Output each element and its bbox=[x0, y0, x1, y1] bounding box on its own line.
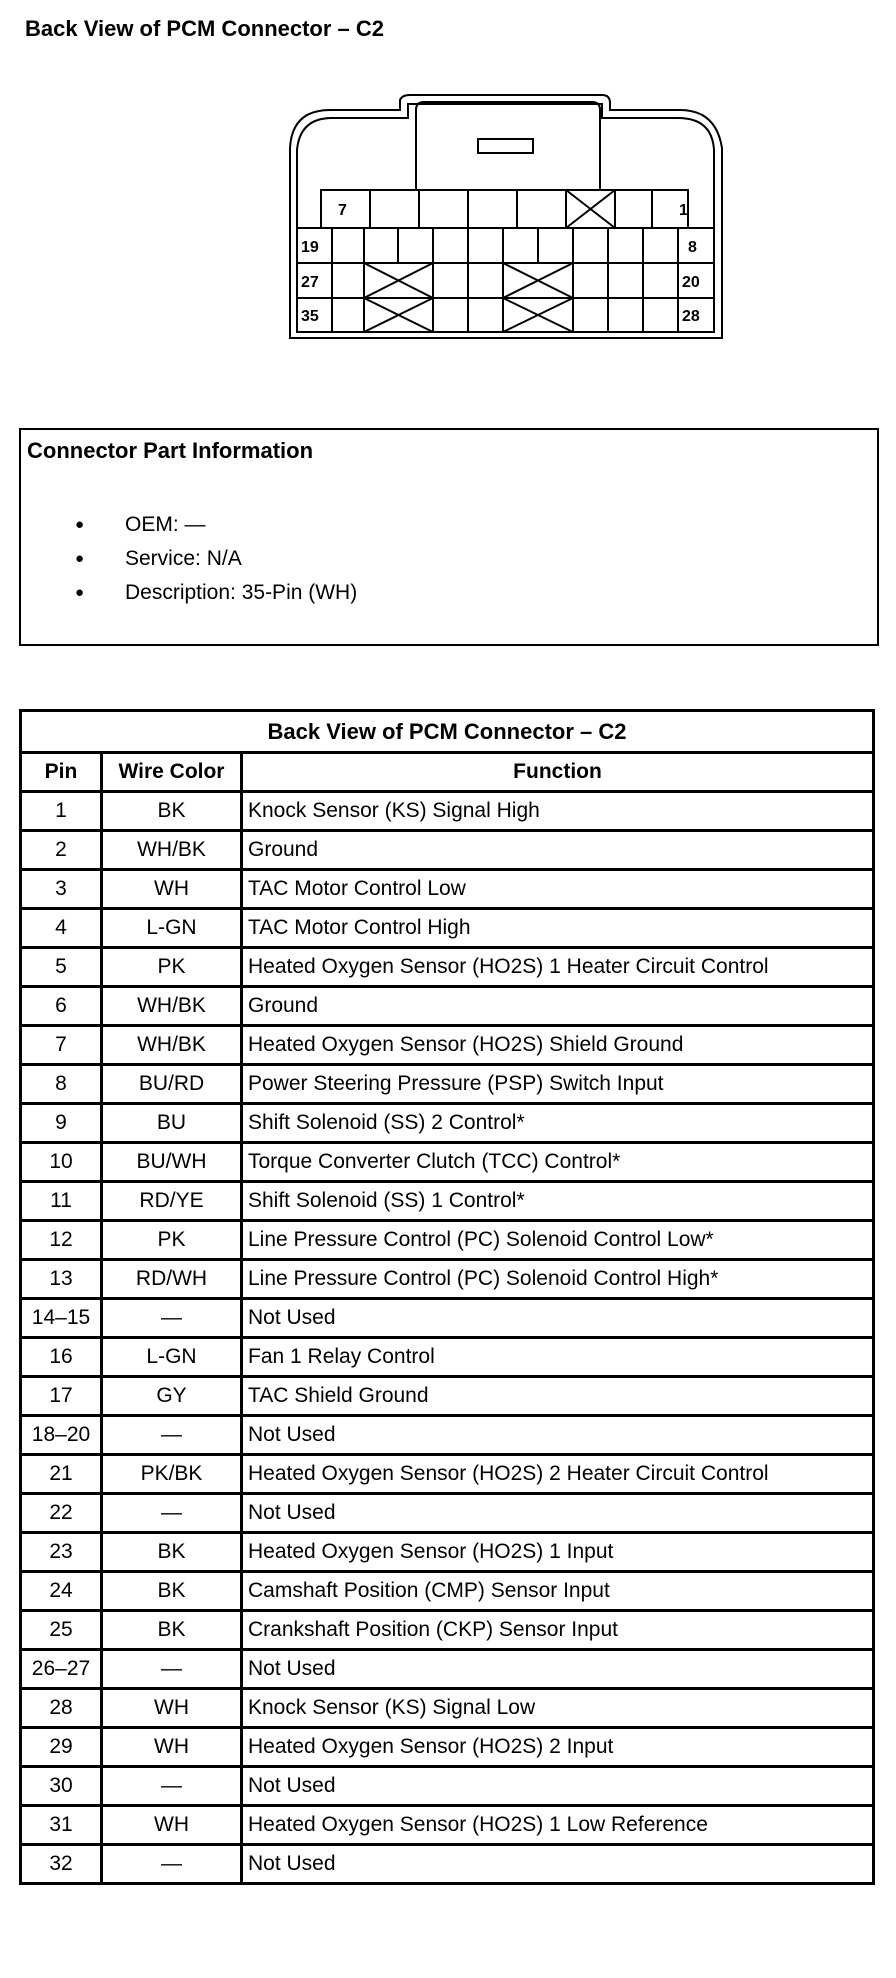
pin-cell: 30 bbox=[21, 1767, 102, 1806]
part-info-heading: Connector Part Information bbox=[27, 438, 314, 463]
function-cell: Ground bbox=[242, 987, 874, 1026]
table-row bbox=[21, 1611, 874, 1650]
pin-table bbox=[19, 709, 875, 1885]
wire-color-cell: WH/BK bbox=[102, 831, 242, 870]
wire-color-cell: RD/WH bbox=[102, 1260, 242, 1299]
connector-part-info-box bbox=[19, 428, 879, 646]
table-row bbox=[21, 1650, 874, 1689]
wire-color-cell: WH/BK bbox=[102, 1026, 242, 1065]
pin-cell: 16 bbox=[21, 1338, 102, 1377]
function-cell: TAC Shield Ground bbox=[242, 1377, 874, 1416]
table-row bbox=[21, 870, 874, 909]
function-cell: Power Steering Pressure (PSP) Switch Input bbox=[242, 1065, 874, 1104]
part-info-oem: ● OEM: — bbox=[21, 508, 357, 542]
latch-slot bbox=[478, 139, 533, 153]
part-info-service: ● Service: N/A bbox=[21, 542, 357, 576]
table-row bbox=[21, 1026, 874, 1065]
function-cell: Heated Oxygen Sensor (HO2S) 1 Input bbox=[242, 1533, 874, 1572]
wire-color-cell: WH bbox=[102, 1728, 242, 1767]
pin-cell: 31 bbox=[21, 1806, 102, 1845]
pin-table-body bbox=[21, 792, 874, 1884]
pin-cell: 9 bbox=[21, 1104, 102, 1143]
pin-cell: 17 bbox=[21, 1377, 102, 1416]
wire-color-cell: PK bbox=[102, 948, 242, 987]
function-column-header: Function bbox=[242, 753, 874, 792]
table-row bbox=[21, 1299, 874, 1338]
wire-color-cell: L-GN bbox=[102, 909, 242, 948]
function-cell: TAC Motor Control Low bbox=[242, 870, 874, 909]
wire-color-cell: — bbox=[102, 1767, 242, 1806]
wire-color-cell: BK bbox=[102, 1572, 242, 1611]
part-info-list bbox=[21, 508, 357, 610]
table-row bbox=[21, 1767, 874, 1806]
function-cell: Heated Oxygen Sensor (HO2S) 2 Input bbox=[242, 1728, 874, 1767]
pin-label: 35 bbox=[301, 308, 319, 325]
function-cell: Line Pressure Control (PC) Solenoid Control Low* bbox=[242, 1221, 874, 1260]
pin-cell: 10 bbox=[21, 1143, 102, 1182]
table-row bbox=[21, 1143, 874, 1182]
table-row bbox=[21, 831, 874, 870]
function-cell: Not Used bbox=[242, 1416, 874, 1455]
page-title: Back View of PCM Connector – C2 bbox=[25, 16, 385, 41]
table-row bbox=[21, 1221, 874, 1260]
pin-label: 8 bbox=[688, 239, 697, 256]
pin-cell: 8 bbox=[21, 1065, 102, 1104]
wire-color-cell: L-GN bbox=[102, 1338, 242, 1377]
pin-cell: 12 bbox=[21, 1221, 102, 1260]
pin-cell: 22 bbox=[21, 1494, 102, 1533]
pin-cell: 3 bbox=[21, 870, 102, 909]
pin-column-header: Pin bbox=[21, 753, 102, 792]
table-row bbox=[21, 1806, 874, 1845]
wire-color-cell: BU/RD bbox=[102, 1065, 242, 1104]
table-row bbox=[21, 1182, 874, 1221]
connector-housing-outline bbox=[290, 95, 722, 338]
pin-label: 19 bbox=[301, 239, 319, 256]
table-row bbox=[21, 1533, 874, 1572]
table-row bbox=[21, 1338, 874, 1377]
function-cell: Line Pressure Control (PC) Solenoid Control High* bbox=[242, 1260, 874, 1299]
pin-table-title: Back View of PCM Connector – C2 bbox=[19, 709, 875, 751]
pin-label: 20 bbox=[682, 274, 700, 291]
pin-cell: 21 bbox=[21, 1455, 102, 1494]
function-cell: TAC Motor Control High bbox=[242, 909, 874, 948]
function-cell: Shift Solenoid (SS) 1 Control* bbox=[242, 1182, 874, 1221]
connector-latch bbox=[416, 102, 600, 190]
wire-color-cell: — bbox=[102, 1845, 242, 1884]
wire-color-cell: WH bbox=[102, 870, 242, 909]
pin-cell: 29 bbox=[21, 1728, 102, 1767]
pin-cell: 6 bbox=[21, 987, 102, 1026]
table-row bbox=[21, 1455, 874, 1494]
function-cell: Not Used bbox=[242, 1845, 874, 1884]
table-row bbox=[21, 1845, 874, 1884]
function-cell: Not Used bbox=[242, 1650, 874, 1689]
function-cell: Not Used bbox=[242, 1494, 874, 1533]
pin-label: 7 bbox=[338, 202, 347, 219]
table-row bbox=[21, 948, 874, 987]
pin-cell: 13 bbox=[21, 1260, 102, 1299]
table-row bbox=[21, 909, 874, 948]
function-cell: Camshaft Position (CMP) Sensor Input bbox=[242, 1572, 874, 1611]
wire-color-cell: — bbox=[102, 1299, 242, 1338]
function-cell: Heated Oxygen Sensor (HO2S) 1 Low Reference bbox=[242, 1806, 874, 1845]
table-row bbox=[21, 1104, 874, 1143]
function-cell: Not Used bbox=[242, 1299, 874, 1338]
pin-cell: 11 bbox=[21, 1182, 102, 1221]
function-cell: Heated Oxygen Sensor (HO2S) 1 Heater Circuit Control bbox=[242, 948, 874, 987]
wire-color-cell: GY bbox=[102, 1377, 242, 1416]
table-row bbox=[21, 1377, 874, 1416]
function-cell: Fan 1 Relay Control bbox=[242, 1338, 874, 1377]
wire-color-cell: RD/YE bbox=[102, 1182, 242, 1221]
table-row bbox=[21, 1494, 874, 1533]
wire-color-cell: — bbox=[102, 1650, 242, 1689]
part-info-description: ● Description: 35-Pin (WH) bbox=[21, 576, 357, 610]
wire-color-cell: BK bbox=[102, 792, 242, 831]
pin-cell: 25 bbox=[21, 1611, 102, 1650]
pin-cell: 32 bbox=[21, 1845, 102, 1884]
pin-cell: 7 bbox=[21, 1026, 102, 1065]
wire-color-cell: BK bbox=[102, 1533, 242, 1572]
table-row bbox=[21, 1260, 874, 1299]
pin-cell: 28 bbox=[21, 1689, 102, 1728]
function-cell: Torque Converter Clutch (TCC) Control* bbox=[242, 1143, 874, 1182]
pin-cell: 24 bbox=[21, 1572, 102, 1611]
wire-color-cell: WH bbox=[102, 1689, 242, 1728]
function-cell: Crankshaft Position (CKP) Sensor Input bbox=[242, 1611, 874, 1650]
wire-color-cell: WH/BK bbox=[102, 987, 242, 1026]
table-row bbox=[21, 1416, 874, 1455]
table-row bbox=[21, 1572, 874, 1611]
table-row bbox=[21, 1728, 874, 1767]
wire-color-cell: BU/WH bbox=[102, 1143, 242, 1182]
wire-color-cell: PK/BK bbox=[102, 1455, 242, 1494]
pin-table-header-row bbox=[21, 753, 874, 792]
wire-color-cell: BU bbox=[102, 1104, 242, 1143]
pin-cell: 5 bbox=[21, 948, 102, 987]
pin-cell: 23 bbox=[21, 1533, 102, 1572]
table-row bbox=[21, 1689, 874, 1728]
wire-color-cell: BK bbox=[102, 1611, 242, 1650]
pin-label: 28 bbox=[682, 308, 700, 325]
pin-cell: 4 bbox=[21, 909, 102, 948]
pin-label: 27 bbox=[301, 274, 319, 291]
function-cell: Heated Oxygen Sensor (HO2S) 2 Heater Circuit Control bbox=[242, 1455, 874, 1494]
function-cell: Shift Solenoid (SS) 2 Control* bbox=[242, 1104, 874, 1143]
wire-color-cell: — bbox=[102, 1494, 242, 1533]
pin-cell: 14–15 bbox=[21, 1299, 102, 1338]
wire-color-cell: PK bbox=[102, 1221, 242, 1260]
pin-label: 1 bbox=[679, 202, 688, 219]
connector-diagram bbox=[0, 0, 896, 360]
wire-color-cell: — bbox=[102, 1416, 242, 1455]
pin-cell: 2 bbox=[21, 831, 102, 870]
function-cell: Knock Sensor (KS) Signal Low bbox=[242, 1689, 874, 1728]
table-row bbox=[21, 1065, 874, 1104]
function-cell: Not Used bbox=[242, 1767, 874, 1806]
function-cell: Knock Sensor (KS) Signal High bbox=[242, 792, 874, 831]
pin-cell: 1 bbox=[21, 792, 102, 831]
pin-cell: 26–27 bbox=[21, 1650, 102, 1689]
function-cell: Ground bbox=[242, 831, 874, 870]
wire-color-cell: WH bbox=[102, 1806, 242, 1845]
table-row bbox=[21, 792, 874, 831]
function-cell: Heated Oxygen Sensor (HO2S) Shield Ground bbox=[242, 1026, 874, 1065]
pin-cell: 18–20 bbox=[21, 1416, 102, 1455]
table-row bbox=[21, 987, 874, 1026]
wire-color-column-header: Wire Color bbox=[102, 753, 242, 792]
